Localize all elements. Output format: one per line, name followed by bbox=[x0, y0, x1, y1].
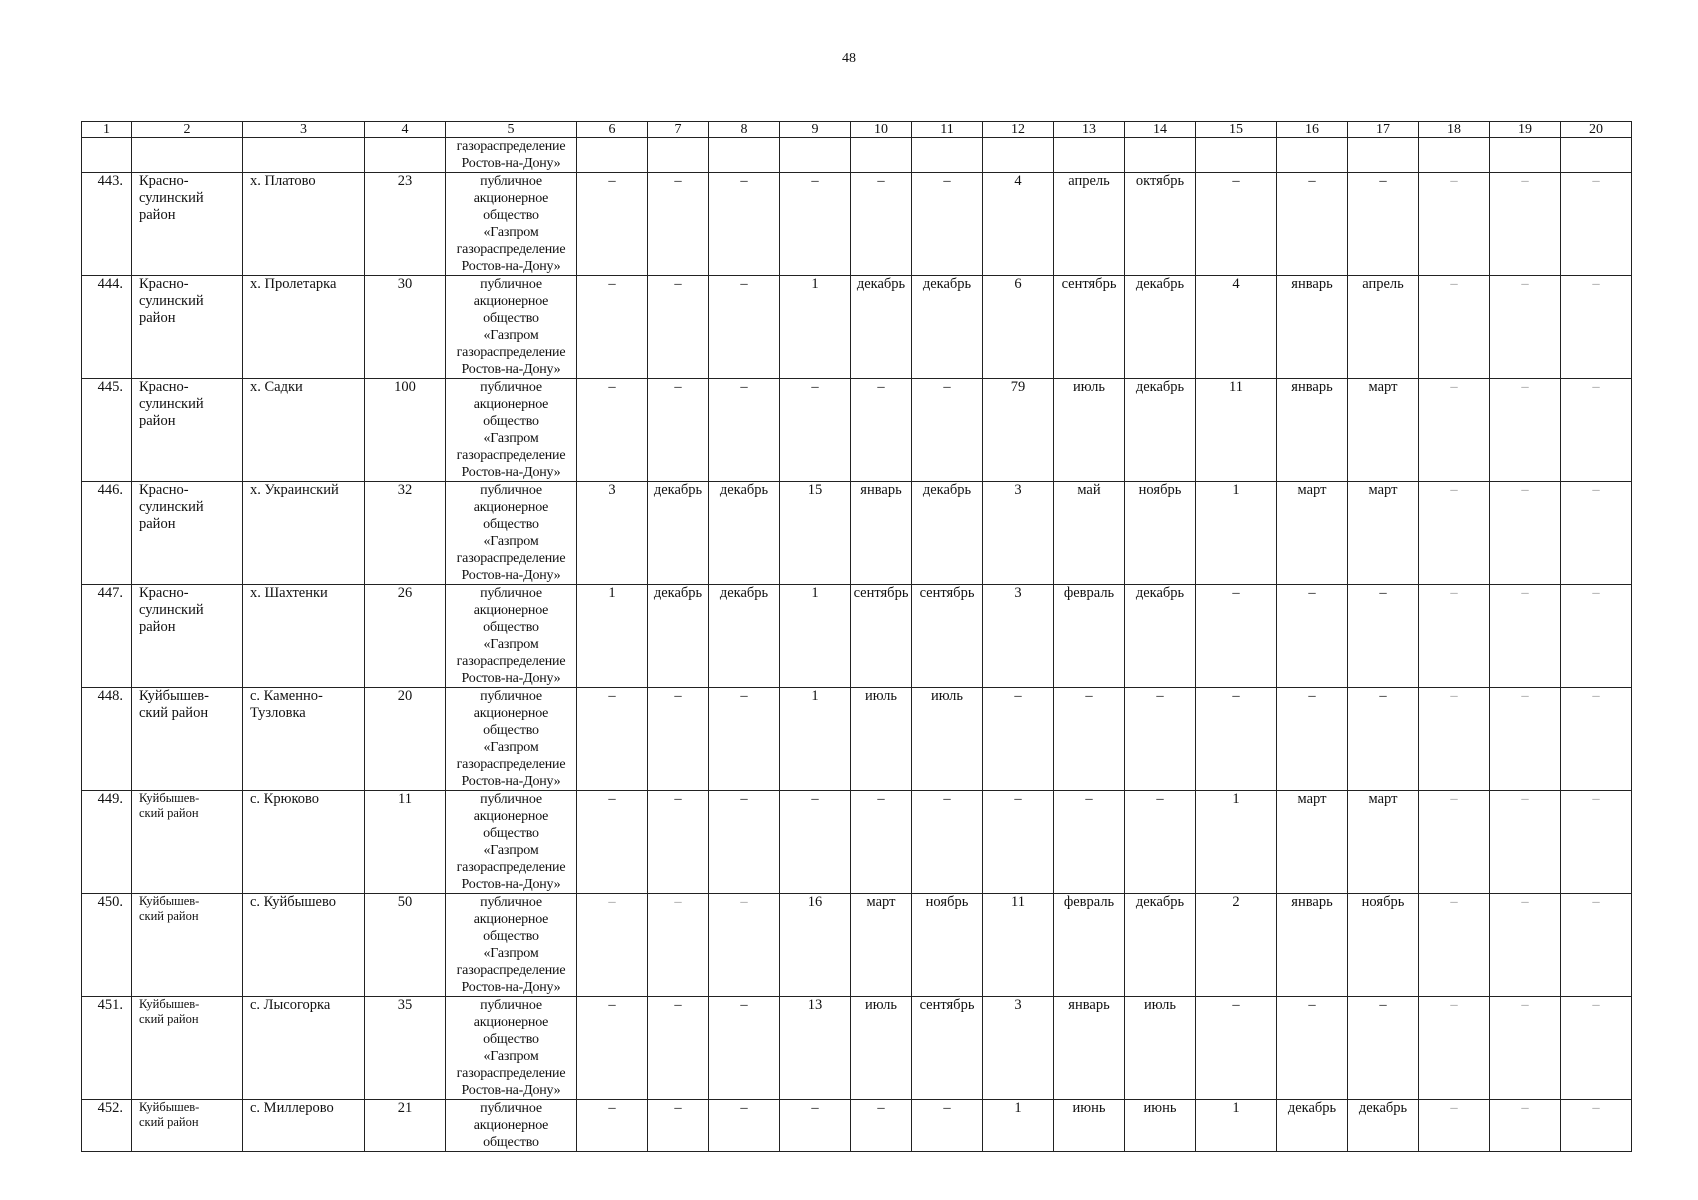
district-cell: Куйбышев- ский район bbox=[132, 1100, 243, 1152]
value-cell: – bbox=[1561, 173, 1632, 276]
value-cell: – bbox=[1561, 276, 1632, 379]
column-number: 10 bbox=[851, 122, 912, 138]
value-cell: апрель bbox=[1348, 276, 1419, 379]
value-cell: – bbox=[1561, 997, 1632, 1100]
value-cell: 13 bbox=[780, 997, 851, 1100]
value-cell: – bbox=[648, 173, 709, 276]
value-cell: – bbox=[1277, 997, 1348, 1100]
empty-cell bbox=[1054, 138, 1125, 173]
value-cell: – bbox=[1277, 585, 1348, 688]
settlement-cell: х. Украинский bbox=[243, 482, 365, 585]
value-cell: сентябрь bbox=[1054, 276, 1125, 379]
value-cell: – bbox=[1348, 173, 1419, 276]
column-number: 13 bbox=[1054, 122, 1125, 138]
value-cell: январь bbox=[1277, 894, 1348, 997]
value-cell: – bbox=[648, 688, 709, 791]
value-cell: 1 bbox=[983, 1100, 1054, 1152]
value-cell: – bbox=[709, 894, 780, 997]
column-number: 17 bbox=[1348, 122, 1419, 138]
table-row bbox=[82, 688, 1632, 791]
column-number: 14 bbox=[1125, 122, 1196, 138]
value-cell: – bbox=[1561, 894, 1632, 997]
empty-cell bbox=[1125, 138, 1196, 173]
operator-cell: публичное акционерное общество bbox=[446, 1100, 577, 1152]
operator-cell: газораспределение Ростов-на-Дону» bbox=[446, 138, 577, 173]
operator-cell: публичное акционерное общество «Газпром газораспределение Ростов-на-Дону» bbox=[446, 688, 577, 791]
value-cell: декабрь bbox=[709, 482, 780, 585]
value-cell: сентябрь bbox=[851, 585, 912, 688]
table-row bbox=[82, 482, 1632, 585]
value-cell: ноябрь bbox=[1125, 482, 1196, 585]
value-cell: декабрь bbox=[1125, 585, 1196, 688]
row-number: 452. bbox=[82, 1100, 132, 1152]
value-cell: март bbox=[1348, 379, 1419, 482]
value-cell: – bbox=[1490, 997, 1561, 1100]
value-cell: февраль bbox=[1054, 894, 1125, 997]
value-cell: 15 bbox=[780, 482, 851, 585]
value-cell: 79 bbox=[983, 379, 1054, 482]
district-cell: Куйбышев- ский район bbox=[132, 894, 243, 997]
value-cell: – bbox=[1419, 688, 1490, 791]
table-row bbox=[82, 379, 1632, 482]
value-cell: 3 bbox=[983, 585, 1054, 688]
value-cell: – bbox=[709, 791, 780, 894]
value-cell: – bbox=[1490, 688, 1561, 791]
district-cell: Красно- сулинский район bbox=[132, 173, 243, 276]
value-cell: 1 bbox=[1196, 791, 1277, 894]
value-cell: – bbox=[851, 173, 912, 276]
empty-cell bbox=[577, 138, 648, 173]
value-cell: март bbox=[851, 894, 912, 997]
value-cell: – bbox=[1490, 276, 1561, 379]
total-cell: 50 bbox=[365, 894, 446, 997]
value-cell: – bbox=[1490, 379, 1561, 482]
total-cell: 30 bbox=[365, 276, 446, 379]
table-row bbox=[82, 585, 1632, 688]
value-cell: – bbox=[1490, 173, 1561, 276]
value-cell: 6 bbox=[983, 276, 1054, 379]
value-cell: 3 bbox=[983, 997, 1054, 1100]
table-row bbox=[82, 894, 1632, 997]
settlement-cell: с. Каменно- Тузловка bbox=[243, 688, 365, 791]
value-cell: – bbox=[983, 688, 1054, 791]
value-cell: – bbox=[912, 791, 983, 894]
value-cell: март bbox=[1348, 791, 1419, 894]
value-cell: – bbox=[912, 1100, 983, 1152]
value-cell: – bbox=[1125, 791, 1196, 894]
value-cell: – bbox=[1348, 688, 1419, 791]
operator-cell: публичное акционерное общество «Газпром газораспределение Ростов-на-Дону» bbox=[446, 585, 577, 688]
value-cell: декабрь bbox=[912, 276, 983, 379]
value-cell: июнь bbox=[1125, 1100, 1196, 1152]
column-number: 6 bbox=[577, 122, 648, 138]
value-cell: – bbox=[1419, 894, 1490, 997]
value-cell: март bbox=[1348, 482, 1419, 585]
value-cell: 1 bbox=[1196, 1100, 1277, 1152]
value-cell: – bbox=[577, 791, 648, 894]
value-cell: – bbox=[1419, 1100, 1490, 1152]
value-cell: – bbox=[780, 791, 851, 894]
value-cell: – bbox=[709, 276, 780, 379]
value-cell: 3 bbox=[983, 482, 1054, 585]
value-cell: – bbox=[1054, 791, 1125, 894]
value-cell: – bbox=[780, 379, 851, 482]
column-number: 3 bbox=[243, 122, 365, 138]
value-cell: – bbox=[1419, 482, 1490, 585]
column-number: 20 bbox=[1561, 122, 1632, 138]
value-cell: – bbox=[912, 173, 983, 276]
total-cell: 35 bbox=[365, 997, 446, 1100]
empty-cell bbox=[1348, 138, 1419, 173]
row-number: 449. bbox=[82, 791, 132, 894]
value-cell: – bbox=[1419, 276, 1490, 379]
value-cell: – bbox=[709, 1100, 780, 1152]
empty-cell bbox=[365, 138, 446, 173]
value-cell: декабрь bbox=[912, 482, 983, 585]
operator-cell: публичное акционерное общество «Газпром газораспределение Ростов-на-Дону» bbox=[446, 276, 577, 379]
empty-cell bbox=[780, 138, 851, 173]
value-cell: декабрь bbox=[851, 276, 912, 379]
value-cell: январь bbox=[1277, 379, 1348, 482]
row-number: 445. bbox=[82, 379, 132, 482]
value-cell: декабрь bbox=[709, 585, 780, 688]
page-number: 48 bbox=[842, 51, 856, 66]
value-cell: – bbox=[851, 379, 912, 482]
value-cell: – bbox=[1561, 791, 1632, 894]
value-cell: 1 bbox=[780, 276, 851, 379]
operator-cell: публичное акционерное общество «Газпром газораспределение Ростов-на-Дону» bbox=[446, 379, 577, 482]
value-cell: – bbox=[709, 688, 780, 791]
value-cell: – bbox=[1419, 585, 1490, 688]
continuation-row bbox=[82, 138, 1632, 173]
value-cell: – bbox=[577, 379, 648, 482]
row-number: 451. bbox=[82, 997, 132, 1100]
column-number: 5 bbox=[446, 122, 577, 138]
column-number: 8 bbox=[709, 122, 780, 138]
settlement-cell: х. Садки bbox=[243, 379, 365, 482]
settlement-cell: х. Платово bbox=[243, 173, 365, 276]
value-cell: декабрь bbox=[1348, 1100, 1419, 1152]
value-cell: – bbox=[648, 791, 709, 894]
value-cell: – bbox=[577, 997, 648, 1100]
table-row bbox=[82, 1100, 1632, 1152]
column-number: 18 bbox=[1419, 122, 1490, 138]
empty-cell bbox=[1561, 138, 1632, 173]
value-cell: – bbox=[1561, 1100, 1632, 1152]
total-cell: 23 bbox=[365, 173, 446, 276]
value-cell: сентябрь bbox=[912, 997, 983, 1100]
value-cell: – bbox=[577, 173, 648, 276]
settlement-cell: с. Куйбышево bbox=[243, 894, 365, 997]
empty-cell bbox=[983, 138, 1054, 173]
value-cell: июль bbox=[1125, 997, 1196, 1100]
value-cell: – bbox=[577, 276, 648, 379]
value-cell: – bbox=[1419, 379, 1490, 482]
total-cell: 32 bbox=[365, 482, 446, 585]
table-row bbox=[82, 791, 1632, 894]
value-cell: – bbox=[851, 791, 912, 894]
value-cell: – bbox=[1348, 997, 1419, 1100]
empty-cell bbox=[1196, 138, 1277, 173]
value-cell: 4 bbox=[983, 173, 1054, 276]
value-cell: декабрь bbox=[1277, 1100, 1348, 1152]
value-cell: июль bbox=[1054, 379, 1125, 482]
value-cell: – bbox=[648, 997, 709, 1100]
value-cell: – bbox=[577, 894, 648, 997]
value-cell: – bbox=[1054, 688, 1125, 791]
value-cell: – bbox=[1196, 997, 1277, 1100]
district-cell: Красно- сулинский район bbox=[132, 585, 243, 688]
value-cell: – bbox=[1561, 482, 1632, 585]
value-cell: 16 bbox=[780, 894, 851, 997]
value-cell: – bbox=[709, 997, 780, 1100]
value-cell: июль bbox=[851, 997, 912, 1100]
empty-cell bbox=[1490, 138, 1561, 173]
value-cell: – bbox=[648, 894, 709, 997]
empty-cell bbox=[1277, 138, 1348, 173]
value-cell: – bbox=[1490, 482, 1561, 585]
value-cell: декабрь bbox=[1125, 379, 1196, 482]
column-number: 12 bbox=[983, 122, 1054, 138]
district-cell: Куйбышев- ский район bbox=[132, 791, 243, 894]
district-cell: Красно- сулинский район bbox=[132, 379, 243, 482]
settlement-cell: х. Шахтенки bbox=[243, 585, 365, 688]
operator-cell: публичное акционерное общество «Газпром газораспределение Ростов-на-Дону» bbox=[446, 997, 577, 1100]
value-cell: – bbox=[1125, 688, 1196, 791]
value-cell: – bbox=[1196, 173, 1277, 276]
value-cell: – bbox=[1419, 997, 1490, 1100]
operator-cell: публичное акционерное общество «Газпром газораспределение Ростов-на-Дону» bbox=[446, 791, 577, 894]
value-cell: – bbox=[648, 1100, 709, 1152]
value-cell: – bbox=[1196, 688, 1277, 791]
value-cell: декабрь bbox=[1125, 276, 1196, 379]
value-cell: – bbox=[1277, 173, 1348, 276]
value-cell: март bbox=[1277, 791, 1348, 894]
empty-cell bbox=[851, 138, 912, 173]
empty-cell bbox=[132, 138, 243, 173]
row-number: 448. bbox=[82, 688, 132, 791]
district-cell: Куйбышев- ский район bbox=[132, 997, 243, 1100]
value-cell: сентябрь bbox=[912, 585, 983, 688]
value-cell: 1 bbox=[780, 688, 851, 791]
value-cell: – bbox=[1561, 379, 1632, 482]
table-row bbox=[82, 276, 1632, 379]
settlement-cell: с. Лысогорка bbox=[243, 997, 365, 1100]
value-cell: – bbox=[648, 276, 709, 379]
value-cell: – bbox=[648, 379, 709, 482]
empty-cell bbox=[1419, 138, 1490, 173]
row-number: 450. bbox=[82, 894, 132, 997]
value-cell: 1 bbox=[780, 585, 851, 688]
value-cell: – bbox=[1561, 688, 1632, 791]
value-cell: 1 bbox=[577, 585, 648, 688]
empty-cell bbox=[243, 138, 365, 173]
value-cell: 4 bbox=[1196, 276, 1277, 379]
settlement-cell: с. Миллерово bbox=[243, 1100, 365, 1152]
district-cell: Куйбышев- ский район bbox=[132, 688, 243, 791]
total-cell: 100 bbox=[365, 379, 446, 482]
value-cell: декабрь bbox=[648, 482, 709, 585]
value-cell: январь bbox=[851, 482, 912, 585]
column-number: 1 bbox=[82, 122, 132, 138]
value-cell: – bbox=[577, 1100, 648, 1152]
settlement-cell: х. Пролетарка bbox=[243, 276, 365, 379]
value-cell: май bbox=[1054, 482, 1125, 585]
column-number: 7 bbox=[648, 122, 709, 138]
gasification-schedule-table bbox=[81, 121, 1632, 1152]
column-number: 19 bbox=[1490, 122, 1561, 138]
column-number: 2 bbox=[132, 122, 243, 138]
settlement-cell: с. Крюково bbox=[243, 791, 365, 894]
value-cell: – bbox=[1490, 585, 1561, 688]
value-cell: – bbox=[577, 688, 648, 791]
total-cell: 11 bbox=[365, 791, 446, 894]
value-cell: – bbox=[1419, 173, 1490, 276]
value-cell: 11 bbox=[1196, 379, 1277, 482]
value-cell: апрель bbox=[1054, 173, 1125, 276]
operator-cell: публичное акционерное общество «Газпром газораспределение Ростов-на-Дону» bbox=[446, 482, 577, 585]
empty-cell bbox=[709, 138, 780, 173]
column-number: 9 bbox=[780, 122, 851, 138]
value-cell: – bbox=[1196, 585, 1277, 688]
value-cell: 2 bbox=[1196, 894, 1277, 997]
total-cell: 21 bbox=[365, 1100, 446, 1152]
value-cell: – bbox=[709, 379, 780, 482]
value-cell: – bbox=[983, 791, 1054, 894]
value-cell: октябрь bbox=[1125, 173, 1196, 276]
value-cell: январь bbox=[1277, 276, 1348, 379]
total-cell: 26 bbox=[365, 585, 446, 688]
value-cell: – bbox=[1348, 585, 1419, 688]
district-cell: Красно- сулинский район bbox=[132, 276, 243, 379]
value-cell: февраль bbox=[1054, 585, 1125, 688]
value-cell: – bbox=[851, 1100, 912, 1152]
value-cell: – bbox=[780, 1100, 851, 1152]
value-cell: 11 bbox=[983, 894, 1054, 997]
operator-cell: публичное акционерное общество «Газпром газораспределение Ростов-на-Дону» bbox=[446, 173, 577, 276]
value-cell: – bbox=[1561, 585, 1632, 688]
value-cell: – bbox=[780, 173, 851, 276]
value-cell: июль bbox=[912, 688, 983, 791]
column-number-row bbox=[82, 122, 1632, 138]
row-number: 443. bbox=[82, 173, 132, 276]
value-cell: июль bbox=[851, 688, 912, 791]
value-cell: – bbox=[709, 173, 780, 276]
column-number: 16 bbox=[1277, 122, 1348, 138]
value-cell: декабрь bbox=[648, 585, 709, 688]
empty-cell bbox=[912, 138, 983, 173]
value-cell: декабрь bbox=[1125, 894, 1196, 997]
empty-cell bbox=[648, 138, 709, 173]
value-cell: ноябрь bbox=[912, 894, 983, 997]
table-row bbox=[82, 173, 1632, 276]
row-number: 447. bbox=[82, 585, 132, 688]
value-cell: – bbox=[1490, 894, 1561, 997]
value-cell: – bbox=[1490, 1100, 1561, 1152]
value-cell: – bbox=[1419, 791, 1490, 894]
column-number: 4 bbox=[365, 122, 446, 138]
value-cell: январь bbox=[1054, 997, 1125, 1100]
column-number: 11 bbox=[912, 122, 983, 138]
row-number: 446. bbox=[82, 482, 132, 585]
value-cell: 1 bbox=[1196, 482, 1277, 585]
value-cell: ноябрь bbox=[1348, 894, 1419, 997]
value-cell: март bbox=[1277, 482, 1348, 585]
value-cell: – bbox=[1277, 688, 1348, 791]
value-cell: 3 bbox=[577, 482, 648, 585]
value-cell: июнь bbox=[1054, 1100, 1125, 1152]
operator-cell: публичное акционерное общество «Газпром газораспределение Ростов-на-Дону» bbox=[446, 894, 577, 997]
row-number: 444. bbox=[82, 276, 132, 379]
value-cell: – bbox=[912, 379, 983, 482]
district-cell: Красно- сулинский район bbox=[132, 482, 243, 585]
column-number: 15 bbox=[1196, 122, 1277, 138]
value-cell: – bbox=[1490, 791, 1561, 894]
total-cell: 20 bbox=[365, 688, 446, 791]
table-row bbox=[82, 997, 1632, 1100]
empty-cell bbox=[82, 138, 132, 173]
